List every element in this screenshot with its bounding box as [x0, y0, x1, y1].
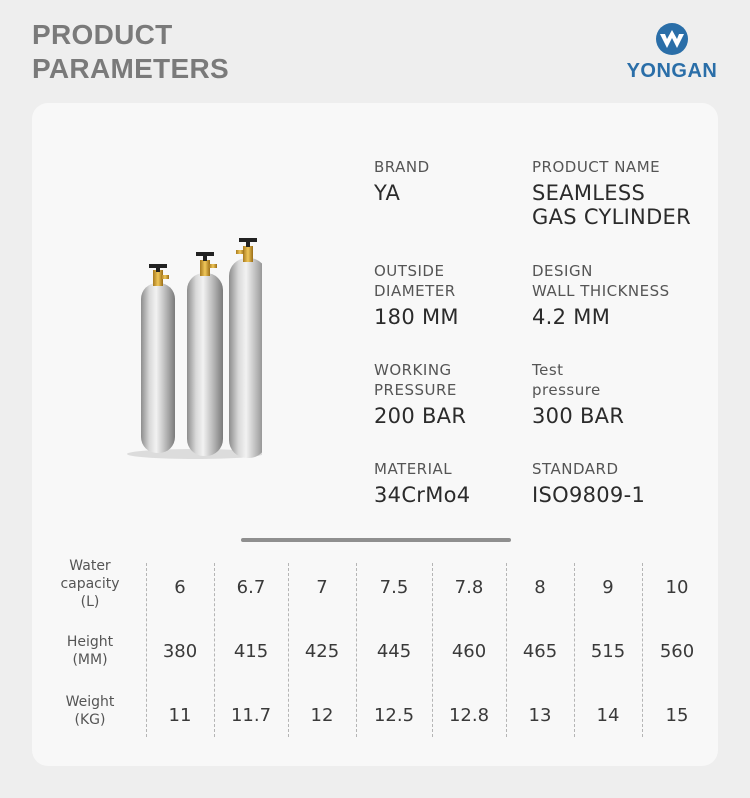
table-cell: 415	[233, 641, 269, 662]
table-cell: 8	[534, 577, 546, 598]
page-title-line2: PARAMETERS	[32, 53, 229, 84]
spec-label: BRAND	[374, 158, 430, 176]
spec-value: YA	[374, 181, 401, 205]
table-cell: 6	[174, 577, 186, 598]
table-cell: 425	[304, 641, 340, 662]
row-label-weight: Weight (KG)	[65, 694, 115, 728]
table-cell: 10	[665, 577, 689, 598]
spec-value: SEAMLESS GAS CYLINDER	[532, 181, 691, 229]
table-cell: 12.5	[373, 705, 415, 726]
table-cell: 15	[665, 705, 689, 726]
table-cell: 560	[659, 641, 695, 662]
parameters-card	[32, 103, 718, 766]
table-cell: 6.7	[236, 577, 266, 598]
spec-value: 4.2 MM	[532, 305, 611, 329]
spec-value: 200 BAR	[374, 404, 467, 428]
spec-working-pressure	[374, 360, 466, 428]
spec-label: Test pressure	[532, 361, 601, 399]
row-label-capacity: Water capacity (L)	[60, 558, 120, 610]
brand-logo	[624, 22, 720, 86]
spec-label: OUTSIDE DIAMETER	[374, 262, 456, 300]
spec-outside-diameter	[374, 261, 459, 329]
yongan-logo-icon	[655, 22, 689, 56]
row-label-height: Height (MM)	[66, 634, 114, 668]
logo-text: YONGAN	[626, 60, 718, 82]
spec-brand	[374, 157, 430, 205]
table-cell: 7.5	[379, 577, 409, 598]
table-cell: 12	[310, 705, 334, 726]
spec-value: 300 BAR	[532, 404, 625, 428]
spec-label: MATERIAL	[374, 460, 453, 478]
spec-material	[374, 459, 470, 507]
gas-cylinders-image	[127, 228, 262, 468]
table-cell: 460	[451, 641, 487, 662]
section-divider	[241, 538, 511, 542]
spec-wall-thickness	[532, 261, 670, 329]
spec-value: 34CrMo4	[374, 483, 471, 507]
table-cell: 380	[162, 641, 198, 662]
table-cell: 7.8	[454, 577, 484, 598]
page-title	[32, 18, 229, 86]
spec-label: DESIGN WALL THICKNESS	[532, 262, 670, 300]
table-cell: 11	[168, 705, 192, 726]
spec-label: PRODUCT NAME	[532, 158, 661, 176]
spec-value: 180 MM	[374, 305, 459, 329]
spec-value: ISO9809-1	[532, 483, 646, 507]
table-cell: 7	[316, 577, 328, 598]
table-cell: 445	[376, 641, 412, 662]
table-cell: 14	[596, 705, 620, 726]
table-cell: 515	[590, 641, 626, 662]
table-cell: 9	[602, 577, 614, 598]
spec-standard	[532, 459, 645, 507]
page-title-line1: PRODUCT	[32, 19, 173, 50]
specification-table	[32, 555, 718, 745]
table-cell: 11.7	[230, 705, 272, 726]
spec-test-pressure	[532, 360, 624, 428]
table-cell: 12.8	[448, 705, 490, 726]
table-cell: 13	[528, 705, 552, 726]
spec-label: STANDARD	[532, 460, 619, 478]
spec-label: WORKING PRESSURE	[374, 361, 457, 399]
spec-product-name	[532, 157, 691, 229]
table-cell: 465	[522, 641, 558, 662]
